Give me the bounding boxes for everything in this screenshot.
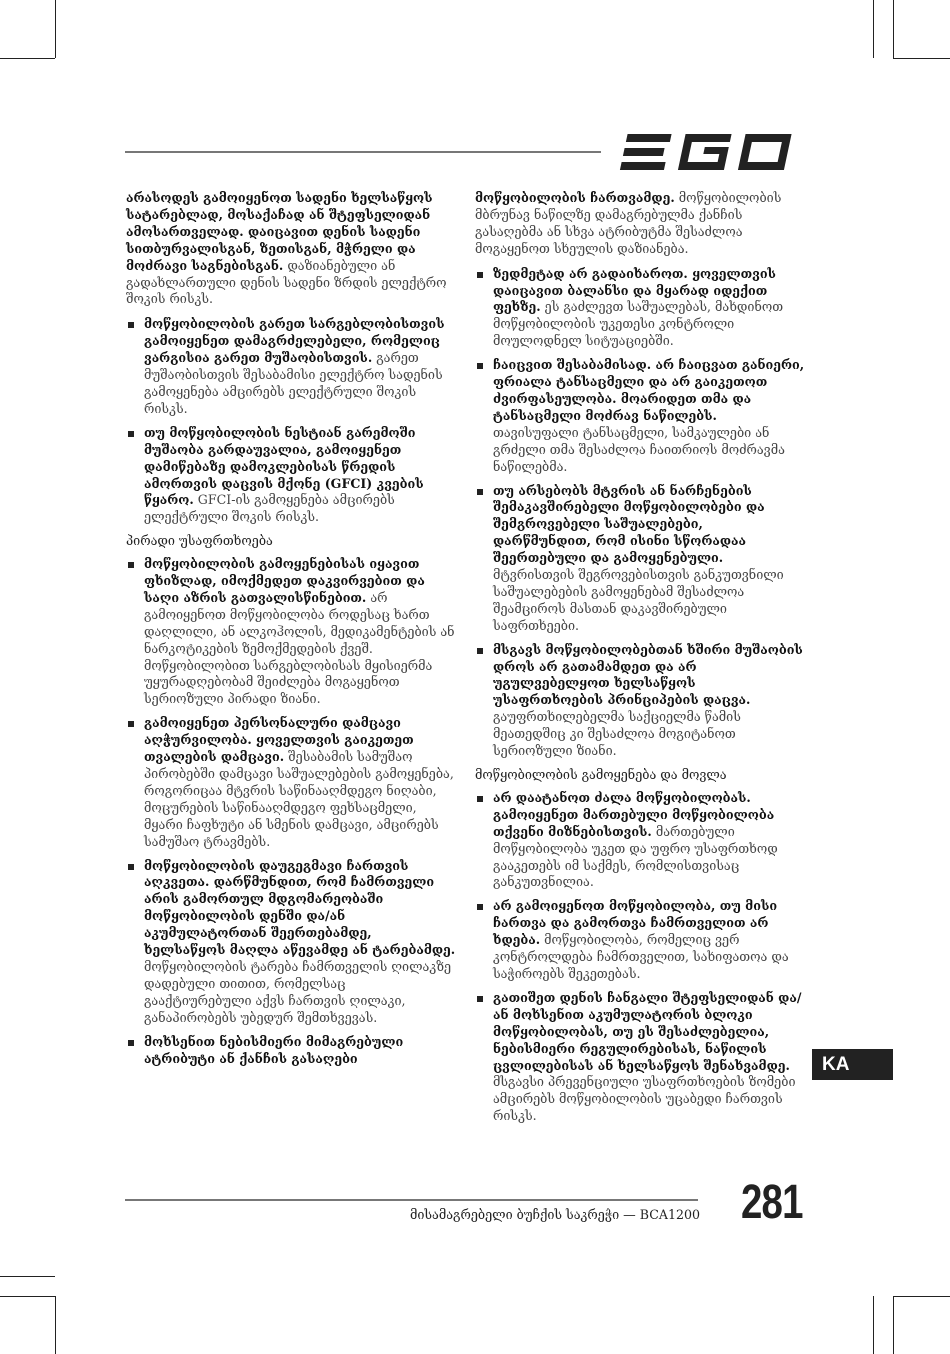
crop-mark <box>0 58 55 59</box>
item-normal: მსგავსი პრევენციული უსაფრთხოების ზომები ამცირებს მოწყობილობის უცაბედი ჩართვის რისკს. <box>493 1074 796 1124</box>
language-tab: KA <box>812 1049 893 1080</box>
list-item <box>475 990 805 1125</box>
item-bold: ჩაიცვით შესაბამისად. არ ჩაიცვათ განიერი, ფრიალა ტანსაცმელი და არ გაიკეთოთ ძვირფასეულობა. მოარიდეთ თმა და ტანსაცმელი მოძრავ ნაწილებს. <box>493 357 805 423</box>
list-item <box>475 357 805 475</box>
item-bold: მოწყობილობის გამოყენებისას იყავით ფხიზლად, იმოქმედეთ დაკვირვებით და საღი აზრის გათვალისწინებით. <box>144 556 425 605</box>
item-normal: შესაბამის სამუშაო პირობებში დამცავი საშუალებების გამოყენება, როგორიცაა მტვრის საწინააღმდეგო ნიღაბი, მოცურების საწინააღმდეგო ფეხსაცმელი, მყარი ჩაფხუტი ან სმენის დამცავი, ამცირებს სამუშაო ტრავმებს. <box>144 749 454 849</box>
page-number: 281 <box>741 1176 803 1229</box>
intro-normal: დაზიანებული ან გადახლართული დენის სადენი ზრდის ელექტრო შოკის რისკს. <box>126 257 447 307</box>
list-item <box>126 858 456 1027</box>
item-normal: თავისუფალი ტანსაცმელი, სამკაულები ან გრძელი თმა შესაძლოა ჩაითრიოს მოძრავმა ნაწილებმა. <box>493 424 785 474</box>
item-bold: ზედმეტად არ გადაიხაროთ. ყოველთვის დაიცავით ბალანსი და მყარად იდექით ფეხზე. <box>493 265 776 315</box>
list-item <box>475 642 805 760</box>
section-heading: მოწყობილობის გამოყენება და მოვლა <box>475 767 727 782</box>
item-bold: გათიშეთ დენის ჩანგალი შტეფსელიდან და/ან მოხსენით აკუმულატორის ბლოკი მოწყობილობას, თუ ეს შესაძლებელია, ნებისმიერი რეგულირებისას, ნაწილის ცვლილებისას ან ხელსაწყოს შენახვამდე. <box>493 989 802 1073</box>
footer-text: მისამაგრებელი ბუჩქის საკრეჭი — BCA1200 <box>409 1207 700 1222</box>
crop-mark <box>0 1276 55 1277</box>
list-item <box>475 483 805 635</box>
item-normal: არ გამოიყენოთ მოწყობილობა როდესაც ხართ დაღლილი, ან ალკოჰოლის, მედიკამენტების ან ნარკოტიკების ზემოქმედების ქვეშ. მოწყობილობით სარგებლობისას მყისიერმა უყურადღებობამ შეიძლება მოგაყენოთ სერიოზული პირადი ზიანი. <box>144 589 455 707</box>
item-normal: მართებული მოწყობილობა უკეთ და უფრო უსაფრთხოდ გააკეთებს იმ საქმეს, რომლისთვისაც განკუთვნილია. <box>493 823 778 890</box>
list-item <box>475 266 805 351</box>
item-normal: მოწყობილობის ტარება ჩამრთველის ღილაკზე დადებული თითით, რომელსაც გააქტიურებული აქვს ჩართვის ღილაკი, განაპირობებს უბედურ შემთხვევას. <box>144 958 452 1025</box>
left-column <box>126 190 456 1074</box>
list-item <box>126 1034 456 1068</box>
cont-normal: მოწყობილობის მბრუნავ ნაწილზე დამაგრებულმა ქანჩის გასაღებმა ან სხვა ატრიბუტმა შესაძლოა მოგაყენოთ სხეულის დაზიანება. <box>475 190 782 256</box>
crop-mark <box>893 1296 950 1297</box>
crop-mark <box>55 1296 56 1354</box>
crop-mark <box>55 0 56 58</box>
list-item <box>475 790 805 891</box>
item-bold: არ გამოიყენოთ მოწყობილობა, თუ მისი ჩართვა და გამორთვა ჩამრთველით არ ხდება. <box>493 898 778 948</box>
item-normal: მტვრისთვის შეგროვებისთვის განკუთვნილი საშუალებების გამოყენებამ შესაძლოა შეამციროს მასთან დაკავშირებული საფრთხეები. <box>493 567 784 633</box>
item-normal: მოწყობილობა, რომელიც ვერ კონტროლდება ჩამრთველით, სახიფათოა და საჭიროებს შეკეთებას. <box>493 932 789 981</box>
continued-paragraph <box>475 190 805 258</box>
intro-paragraph <box>126 190 456 308</box>
item-bold: არ დაატანოთ ძალა მოწყობილობას. გამოიყენეთ მართებული მოწყობილობა თქვენი მიზნებისთვის. <box>493 789 775 839</box>
crop-mark <box>873 1296 874 1354</box>
item-bold: თუ არსებობს მტვრის ან ნარჩენების შემაკავშირებელი მოწყობილობები და შემგროვებელი საშუალებები, დარწმუნდით, რომ ისინი სწორადაა შეერთებული და გამოყენებული. <box>493 482 765 566</box>
item-bold: მოხსენით ნებისმიერი მიმაგრებული ატრიბუტი ან ქანჩის გასაღები <box>144 1033 404 1066</box>
intro-bold: არასოდეს გამოიყენოთ სადენი ხელსაწყოს სატარებლად, მოსაქაჩად ან შტეფსელიდან ამოსართველად. დაიცავით დენის სადენი სითბურვალისგან, ზეთისგან, მჭრელი და მოძრავი საგნებისგან. <box>126 190 433 273</box>
item-normal: ეს გაძლევთ საშუალებას, მახდინოთ მოწყობილობის უკეთესი კონტროლი მოულოდნელ სიტუაციებში. <box>493 299 784 349</box>
header-rule <box>125 151 601 153</box>
item-bold: მსგავს მოწყობილობებთან ხშირი მუშაობის დროს არ გათამამდეთ და არ უგულვებელყოთ ხელსაწყოს უსაფრთხოების პრინციპების დაცვა. <box>493 641 803 708</box>
cont-bold: მოწყობილობის ჩართვამდე. <box>475 190 675 205</box>
list-item <box>475 898 805 983</box>
brand-text: EGO <box>618 132 621 133</box>
crop-mark <box>0 1296 55 1297</box>
list-item <box>126 316 456 417</box>
ego-logo <box>618 132 800 172</box>
crop-mark <box>893 1296 894 1354</box>
list-item <box>126 715 456 850</box>
item-normal: გარეთ მუშაობისთვის შესაბამისი ელექტრო სადენის გამოყენება ამცირებს ელექტრული შოკის რისკს. <box>144 350 443 416</box>
right-column <box>475 190 805 1132</box>
section-heading: პირადი უსაფრთხოება <box>126 533 273 549</box>
item-bold: მოწყობილობის გარეთ სარგებლობისთვის გამოიყენეთ დამაგრძელებელი, რომელიც ვარგისია გარეთ მუშაობისთვის. <box>144 316 445 366</box>
footer-rule <box>125 1199 698 1201</box>
crop-mark <box>893 0 894 58</box>
item-bold: მოწყობილობის დაუგეგმავი ჩართვის აღკვეთა. დარწმუნდით, რომ ჩამრთველი არის გამორთულ მდგომარეობაში მოწყობილობის დენში და/ან აკუმულატორთან შეერთებამდე, ხელსაწყოს მაღლა აწევამდე ან ტარებამდე. <box>144 857 456 958</box>
item-normal: GFCI-ის გამოყენება ამცირებს ელექტრული შოკის რისკს. <box>144 492 395 525</box>
crop-mark <box>893 58 950 59</box>
item-bold: თუ მოწყობილობის ნესტიან გარემოში მუშაობა გარდაუვალია, გამოიყენეთ დამიწებაზე დამოკლებისას წრედის ამორთვის დაცვის მქონე (GFCI) კვების წყარო. <box>144 424 424 508</box>
list-item <box>126 556 456 708</box>
crop-mark <box>873 0 874 58</box>
list-item <box>126 425 456 526</box>
item-bold: გამოიყენეთ პერსონალური დამცავი აღჭურვილობა. ყოველთვის გაიკეთეთ თვალების დამცავი. <box>144 715 414 765</box>
item-normal: გაუფრთხილებელმა საქციელმა წამის მეათედშიც კი შესაძლოა მოგიტანოთ სერიოზული ზიანი. <box>493 709 741 759</box>
